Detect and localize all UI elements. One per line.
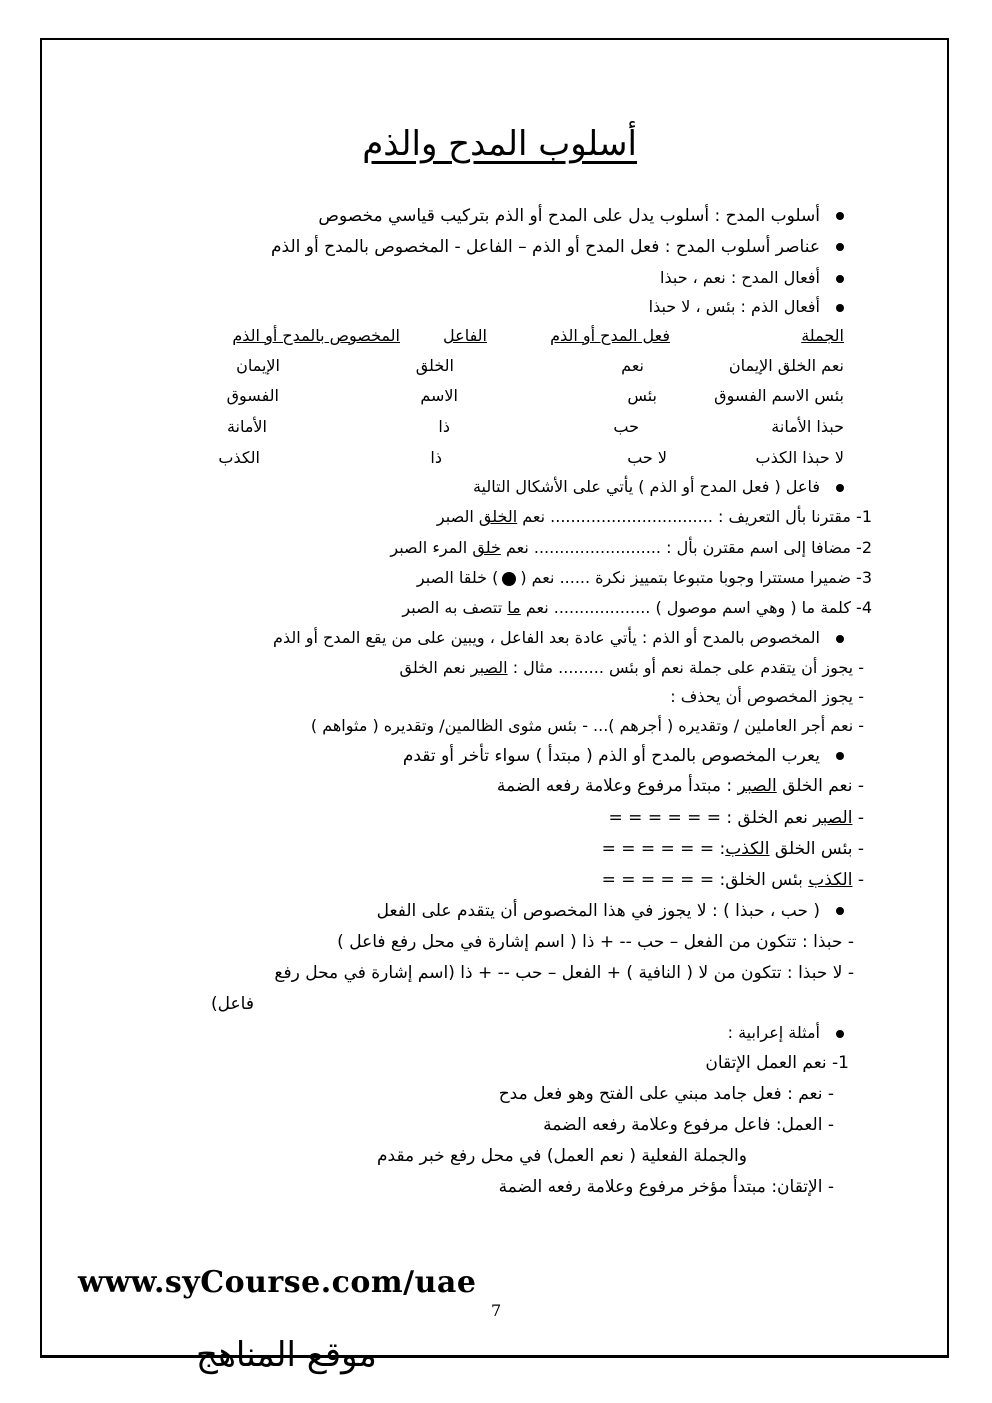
table-cell: الإيمان xyxy=(236,356,280,375)
site-watermark: موقع المناهج xyxy=(196,1335,377,1375)
bullet-icon xyxy=(836,907,844,915)
bullet-icon xyxy=(836,304,844,312)
bullet-icon xyxy=(836,243,844,251)
fa3il-form-2: 2- مضافا إلى اسم مقترن بأل : ......................... نعم خلق المرء الصبر xyxy=(390,538,872,557)
table-cell: ذا xyxy=(438,417,450,436)
i3rab-line-3: - بئس الخلق الكذب: = = = = = = xyxy=(601,839,864,859)
bullet-i3rab: يعرب المخصوص بالمدح أو الذم ( مبتدأ ) سواء تأخر أو تقدم xyxy=(403,745,844,767)
bullet-fa3il: فاعل ( فعل المدح أو الذم ) يأتي على الأشكال التالية xyxy=(473,476,844,498)
table-cell: الاسم xyxy=(420,386,458,405)
filled-circle-icon xyxy=(502,572,516,586)
site-url-link[interactable]: www.syCourse.com/uae xyxy=(78,1265,477,1300)
example-line-2: - العمل: فاعل مرفوع وعلامة رفعه الضمة xyxy=(543,1115,834,1135)
table-header: فعل المدح أو الذم xyxy=(550,326,670,345)
table-cell: الفسوق xyxy=(226,386,279,405)
bullet-definition: أسلوب المدح : أسلوب يدل على المدح أو الذم بتركيب قياسي مخصوص xyxy=(318,205,844,227)
bullet-icon xyxy=(836,635,844,643)
fa3il-form-4: 4- كلمة ما ( وهي اسم موصول ) ................... نعم ما تتصف به الصبر xyxy=(402,598,872,617)
bullet-icon xyxy=(836,275,844,283)
fa3il-form-3: 3- ضميرا مستترا وجوبا متبوعا بتمييز نكرة ...... نعم () خلقا الصبر xyxy=(416,568,872,587)
habbatha-line-1: - حبذا : تتكون من الفعل – حب -- + ذا ( اسم إشارة في محل رفع فاعل ) xyxy=(337,932,854,952)
i3rab-line-1: - نعم الخلق الصبر : مبتدأ مرفوع وعلامة رفعه الضمة xyxy=(496,776,864,796)
makhsoos-example: - نعم أجر العاملين / وتقديره ( أجرهم )... - بئس مثوى الظالمين/ وتقديره ( مثواهم ) xyxy=(310,716,864,735)
bullet-habbatha: ( حب ، حبذا ) : لا يجوز في هذا المخصوص أن يتقدم على الفعل xyxy=(377,900,844,922)
bullet-icon xyxy=(836,484,844,492)
habbatha-line-2: - لا حبذا : تتكون من لا ( النافية ) + الفعل – حب -- + ذا (اسم إشارة في محل رفع xyxy=(274,963,854,983)
table-header: الفاعل xyxy=(443,326,487,345)
table-cell: الأمانة xyxy=(226,417,267,436)
bullet-examples: أمثلة إعرابية : xyxy=(728,1022,844,1044)
fa3il-form-1: 1- مقترنا بأل التعريف : ................................ نعم الخلق الصبر xyxy=(436,507,872,526)
table-cell: بئس xyxy=(627,386,657,405)
page-title: أسلوب المدح والذم xyxy=(362,124,637,164)
table-cell: لا حب xyxy=(627,448,667,467)
example-line-4: - الإتقان: مبتدأ مؤخر مرفوع وعلامة رفعه الضمة xyxy=(498,1177,834,1197)
table-cell: نعم الخلق الإيمان xyxy=(728,356,844,375)
example-line-1: - نعم : فعل جامد مبني على الفتح وهو فعل مدح xyxy=(498,1084,834,1104)
page-number: 7 xyxy=(491,1301,502,1320)
example-sentence: 1- نعم العمل الإتقان xyxy=(705,1053,849,1073)
table-cell: لا حبذا الكذب xyxy=(755,448,844,467)
table-cell: بئس الاسم الفسوق xyxy=(714,386,844,405)
table-cell: حبذا الأمانة xyxy=(771,417,844,436)
table-cell: الكذب xyxy=(218,448,260,467)
bullet-blame-verbs: أفعال الذم : بئس ، لا حبذا xyxy=(649,296,844,318)
example-line-3: والجملة الفعلية ( نعم العمل) في محل رفع خبر مقدم xyxy=(377,1146,747,1166)
table-header: الجملة xyxy=(801,326,844,345)
bullet-icon xyxy=(836,752,844,760)
table-cell: حب xyxy=(613,417,639,436)
makhsoos-rule-2: - يجوز المخصوص أن يحذف : xyxy=(670,687,864,706)
bullet-makhsoos: المخصوص بالمدح أو الذم : يأتي عادة بعد الفاعل ، ويبين على من يقع المدح أو الذم xyxy=(273,627,844,649)
bullet-icon xyxy=(836,212,844,220)
habbatha-line-3: فاعل) xyxy=(211,994,254,1014)
i3rab-line-4: - الكذب بئس الخلق: = = = = = = xyxy=(601,870,864,890)
makhsoos-rule-1: - يجوز أن يتقدم على جملة نعم أو بئس ......... مثال : الصبر نعم الخلق xyxy=(399,658,864,677)
table-cell: الخلق xyxy=(415,356,454,375)
table-header: المخصوص بالمدح أو الذم xyxy=(232,326,400,345)
bullet-icon xyxy=(836,1030,844,1038)
table-cell: نعم xyxy=(621,356,644,375)
table-cell: ذا xyxy=(430,448,442,467)
bullet-praise-verbs: أفعال المدح : نعم ، حبذا xyxy=(660,267,844,289)
bullet-elements: عناصر أسلوب المدح : فعل المدح أو الذم – الفاعل - المخصوص بالمدح أو الذم xyxy=(271,236,844,258)
i3rab-line-2: - الصبر نعم الخلق : = = = = = = xyxy=(608,808,864,828)
